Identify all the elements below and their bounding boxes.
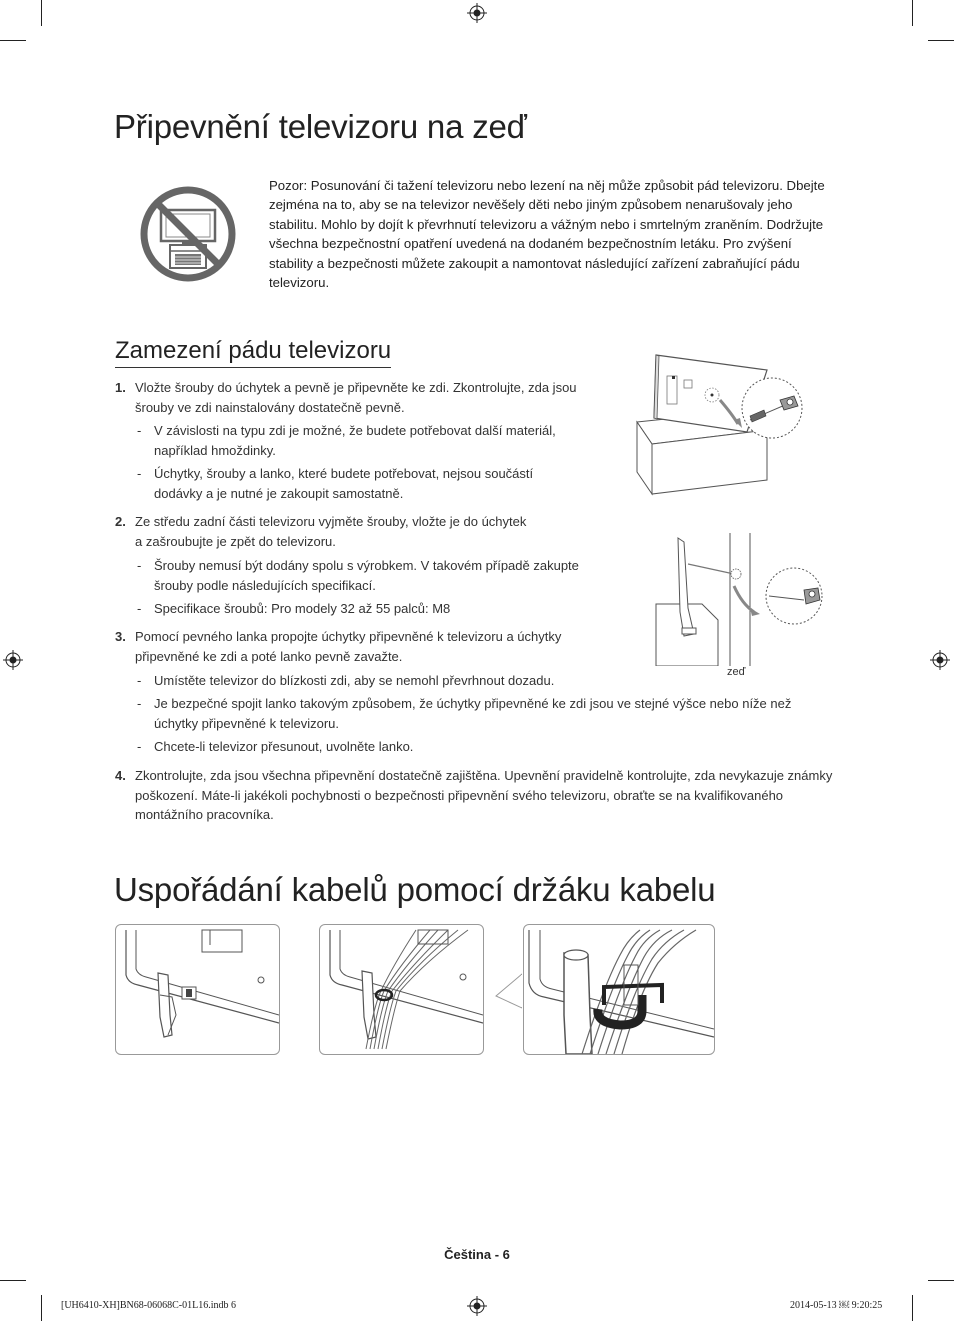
dash: - <box>137 739 142 754</box>
sub-line: Je bezpečné spojit lanko takovým způsobem, že úchytky připevněné ke zdi jsou ve stejné výšce nebo níže než <box>154 696 792 711</box>
sub-line: Šrouby nemusí být dodány spolu s výrobkem. V takovém případě zakupte <box>154 558 579 573</box>
sub-item-text <box>154 556 579 595</box>
registration-mark-icon <box>467 1296 487 1316</box>
sub-line: V závislosti na typu zdi je možné, že budete potřebovat další materiál, <box>154 423 556 438</box>
print-slug-right: 2014-05-13 ￼ 9:20:25 <box>790 1300 883 1311</box>
step-line: poškození. Máte-li jakékoli pochybnosti o bezpečnosti připevnění svého televizoru, obraťte se na kvalifikovaného <box>135 787 784 803</box>
crop-mark <box>0 40 26 41</box>
cable-holder-zoom-illustration <box>524 925 714 1054</box>
cable-holder-illustration <box>116 925 279 1054</box>
step-line: montážního pracovníka. <box>135 807 274 823</box>
crop-mark <box>912 0 913 26</box>
section-heading: Zamezení pádu televizoru <box>115 337 391 368</box>
page-title: Připevnění televizoru na zeď <box>114 108 527 145</box>
dash: - <box>137 696 142 711</box>
step-number: 1. <box>115 380 126 395</box>
sub-line: Chcete-li televizor přesunout, uvolněte lanko. <box>154 739 414 754</box>
step-line: Zkontrolujte, zda jsou všechna připevnění dostatečně zajištěna. Upevnění pravidelně kontrolujte, zda nevykazuje známky <box>135 768 833 783</box>
crop-mark <box>41 1295 42 1321</box>
crop-mark <box>0 1280 26 1281</box>
sub-line: šrouby podle následujících specifikací. <box>154 577 376 593</box>
print-slug-left: [UH6410-XH]BN68-06068C-01L16.indb 6 <box>61 1300 236 1311</box>
dash: - <box>137 601 142 616</box>
sub-item-text <box>154 464 533 503</box>
tv-wall-side-illustration <box>654 528 824 666</box>
wall-label: zeď <box>727 666 746 678</box>
sub-line: úchytky připevněné k televizoru. <box>154 715 339 731</box>
step-text <box>135 512 595 551</box>
dash: - <box>137 466 142 481</box>
step-line: Ze středu zadní části televizoru vyjměte šrouby, vložte je do úchytek <box>135 514 527 529</box>
sub-item-text <box>154 671 554 691</box>
zoom-callout-pointer <box>492 970 522 1010</box>
sub-line: dodávky a je nutné je zakoupit samostatně. <box>154 485 404 501</box>
sub-item-text <box>154 737 413 757</box>
step-number: 3. <box>115 629 126 644</box>
step-line: Vložte šrouby do úchytek a pevně je připevněte ke zdi. Zkontrolujte, zda jsou <box>135 380 577 395</box>
caution-text: Pozor: Posunování či tažení televizoru nebo lezení na něj může způsobit pád televizoru. Dbejte zejména na to, aby se na televizor nevěšely děti nebo jiným způsobem nenarušovaly jeho stabilitu. Mohlo by dojít k převrhnutí televizoru a vážným nebo i smrtelným zraněním. Dodržujte všechna bezpečnostní opatření uvedená na dodaném bezpečnostním letáku. Pro zvýšení stability a bezpečnosti můžete zakoupit a namontovat následující zařízení zabraňující pádu televizoru. <box>269 178 825 291</box>
registration-mark-icon <box>467 3 487 23</box>
section-title: Uspořádání kabelů pomocí držáku kabelu <box>114 871 716 908</box>
tv-back-bracket-illustration <box>632 350 812 496</box>
dash: - <box>137 673 142 688</box>
sub-item-text <box>154 599 450 619</box>
step-text <box>135 766 835 825</box>
step-line: připevněné ke zdi a poté lanko pevně zavažte. <box>135 648 403 664</box>
sub-item-text <box>154 694 834 733</box>
cable-holder-panel <box>319 924 484 1055</box>
registration-mark-icon <box>930 650 950 670</box>
sub-item-text <box>154 421 556 460</box>
step-text <box>135 627 595 666</box>
crop-mark <box>928 40 954 41</box>
sub-line: Umístěte televizor do blízkosti zdi, aby se nemohl převrhnout dozadu. <box>154 673 555 688</box>
cable-holder-panel <box>523 924 715 1055</box>
page-number: Čeština - 6 <box>444 1247 510 1262</box>
crop-mark <box>912 1295 913 1321</box>
registration-mark-icon <box>3 650 23 670</box>
cable-holder-panel <box>115 924 280 1055</box>
step-number: 2. <box>115 514 126 529</box>
sub-line: Úchytky, šrouby a lanko, které budete potřebovat, nejsou součástí <box>154 466 534 481</box>
step-line: a zašroubujte je zpět do televizoru. <box>135 533 336 549</box>
sub-line: například hmoždinky. <box>154 442 276 458</box>
step-text <box>135 378 595 417</box>
step-line: šrouby ve zdi nainstalovány dostatečně pevně. <box>135 399 405 415</box>
no-climbing-tv-icon <box>139 185 237 283</box>
dash: - <box>137 423 142 438</box>
crop-mark <box>928 1280 954 1281</box>
dash: - <box>137 558 142 573</box>
sub-line: Specifikace šroubů: Pro modely 32 až 55 palců: M8 <box>154 601 451 616</box>
crop-mark <box>41 0 42 26</box>
step-number: 4. <box>115 768 126 783</box>
step-line: Pomocí pevného lanka propojte úchytky připevněné k televizoru a úchytky <box>135 629 562 644</box>
cable-holder-illustration <box>320 925 483 1054</box>
